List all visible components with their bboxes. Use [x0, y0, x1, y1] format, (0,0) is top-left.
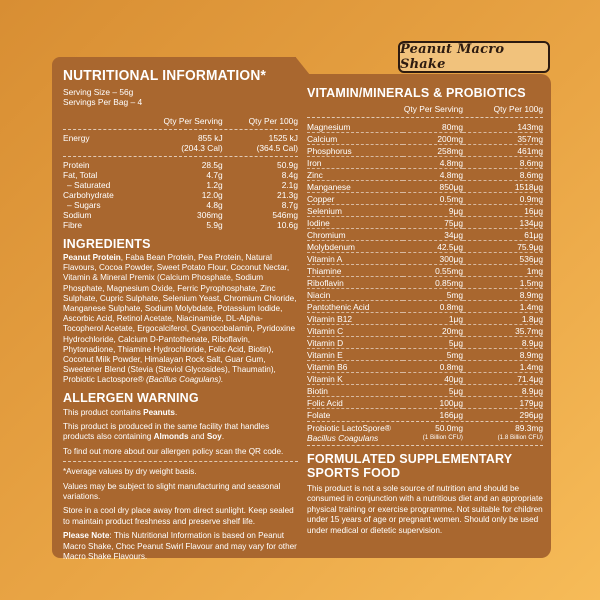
row-label: Calcium: [307, 133, 403, 145]
table-row: [307, 133, 543, 145]
row-serving: 200mg: [403, 133, 463, 145]
row-label: Riboflavin: [307, 277, 403, 289]
row-label: Vitamin B12: [307, 313, 403, 325]
table-row: [307, 313, 543, 325]
table-row: [307, 349, 543, 361]
note-variations: Values may be subject to slight manufacturing and seasonal variations.: [63, 481, 281, 502]
row-label: Vitamin B6: [307, 361, 403, 373]
row-label: Magnesium: [307, 121, 351, 132]
row-per100: 71.4μg: [463, 373, 543, 385]
table-row: [307, 169, 543, 181]
table-row: [307, 325, 543, 337]
row-label: Niacin: [307, 289, 403, 301]
row-per100: 1.8μg: [463, 313, 543, 325]
row-per100: 1.4mg: [463, 361, 543, 373]
row-serving: 1.2g: [206, 180, 223, 190]
row-label: Iron: [307, 157, 403, 169]
table-row: [307, 385, 543, 397]
row-per100: 75.9μg: [463, 241, 543, 253]
allergen-text: and: [188, 432, 207, 442]
row-label: Iodine: [307, 217, 403, 229]
allergen-text: This product contains: [63, 407, 144, 417]
probiotic-cfu-serving: (1 Billion CFU): [422, 434, 463, 441]
table-row: [63, 200, 298, 210]
row-label: Chromium: [307, 229, 403, 241]
vitamins-title: VITAMIN/MINERALS & PROBIOTICS: [307, 86, 526, 100]
row-serving: 4.8mg: [403, 169, 463, 181]
row-per100: 179μg: [463, 397, 543, 409]
table-row: [307, 121, 543, 133]
allergen-soy: Soy: [206, 432, 222, 442]
nutrition-table: [63, 116, 298, 126]
row-label: Fat, Total: [63, 170, 98, 180]
row-per100: 10.6g: [277, 220, 298, 230]
row-label: Vitamin E: [307, 349, 403, 361]
probiotic-label: Probiotic LactoSpore®: [307, 423, 391, 433]
row-per100: 50.9g: [277, 160, 298, 170]
table-row: [63, 190, 298, 200]
nutrition-rows: [63, 160, 298, 230]
allergen-title: ALLERGEN WARNING: [63, 390, 199, 405]
row-serving: 850μg: [403, 181, 463, 193]
row-per100: 8.4g: [281, 170, 298, 180]
allergen-text: .: [174, 407, 178, 417]
col-header-serving: Qty Per Serving: [163, 116, 223, 126]
product-name-badge: [398, 41, 550, 73]
vitamins-header-row: [307, 104, 543, 114]
allergen-almonds: Almonds: [153, 432, 189, 442]
table-row: [307, 181, 543, 193]
table-row: [307, 409, 543, 421]
formulated-title-line2: SPORTS FOOD: [307, 466, 401, 480]
allergen-peanuts: Peanuts: [143, 407, 175, 417]
row-per100: 8.6mg: [463, 169, 543, 181]
formulated-title-line1: FORMULATED SUPPLEMENTARY: [307, 452, 513, 466]
note-label: Please Note: [63, 531, 110, 541]
nutrition-energy: [63, 133, 298, 153]
ingredients-text: [63, 253, 298, 386]
probiotic-cfu-row: [307, 433, 543, 443]
allergen-line3: To find out more about our allergen policy scan the QR code.: [63, 446, 284, 456]
row-serving: 4.8g: [206, 200, 223, 210]
row-per100: 8.6mg: [463, 157, 543, 169]
table-row: [307, 157, 543, 169]
ingredients-title: INGREDIENTS: [63, 237, 151, 251]
product-name: Peanut Macro Shake: [400, 42, 505, 72]
nutrition-header-row: [63, 116, 298, 126]
row-label: – Saturated: [67, 180, 111, 190]
row-serving: 34μg: [403, 229, 463, 241]
table-row: [307, 145, 543, 157]
row-label: Zinc: [307, 169, 403, 181]
row-label: Vitamin D: [307, 337, 403, 349]
row-label: Vitamin K: [307, 373, 403, 385]
table-row: [307, 217, 543, 229]
row-label: Vitamin C: [307, 325, 403, 337]
row-serving: 0.55mg: [403, 265, 463, 277]
ingredients-body: , Faba Bean Protein, Pea Protein, Natural Flavours, Cocoa Powder, Sweet Potato Flour, Coconut Nectar, Vitamin & Mineral Premix (Calcium Phosphate, Sodium Phosphate, Magnesium Oxide, Ferric Pyrophosphate, Zinc Sulphate, Cupric Sulphate, Selenium Yeast, Chromium Chloride, Manganese Sulphate, Sodium Molybdate, Potassium Iodide, Ascorbic Acid, Retinol Acetate, Niacinamide, DL-Alpha-Tocopherol Acetate, Ergocalciferol, Cyanocobalamin, Pyridoxine Hydrochloride, Calcium D-Pantothenate, Riboflavin, Phytonadione, Thiamine Hydrochloride, Folic Acid, Biotin), Coconut Milk Powder, Himalayan Rock Salt, Guar Gum, Sweetener Blend (Stevia (Steviol Glycosides), Thaumatin), Probiotic Lactospore®: [63, 253, 297, 385]
energy-label: Energy: [63, 133, 90, 143]
note-average-values: *Average values by dry weight basis.: [63, 467, 197, 477]
divider: [307, 117, 543, 118]
row-serving: 0.8mg: [403, 361, 463, 373]
note-text: : This Nutritional Information is based on Peanut Macro Shake, Choc Peanut Swirl Flavour and may vary for other Macro Shake Flavours.: [63, 531, 297, 562]
table-row: [307, 193, 543, 205]
row-serving: 40μg: [403, 373, 463, 385]
table-row: [307, 337, 543, 349]
energy-kj-100g: 1525 kJ: [268, 133, 298, 143]
row-per100: 357mg: [463, 133, 543, 145]
table-row: [307, 289, 543, 301]
serving-size: Serving Size – 56g: [63, 87, 134, 97]
row-serving: 28.5g: [201, 160, 223, 170]
row-per100: 8.9mg: [463, 349, 543, 361]
row-per100: 546mg: [272, 210, 298, 220]
row-per100: 143mg: [517, 121, 543, 132]
nutrition-title: NUTRITIONAL INFORMATION*: [63, 68, 267, 84]
table-row: [307, 265, 543, 277]
table-row: [307, 229, 543, 241]
table-row: [307, 205, 543, 217]
row-serving: 0.85mg: [403, 277, 463, 289]
row-label: Folate: [307, 409, 403, 421]
energy-cal-serving: (204.3 Cal): [181, 143, 223, 153]
row-label: Folic Acid: [307, 397, 403, 409]
row-serving: 9μg: [403, 205, 463, 217]
row-serving: 0.5mg: [403, 193, 463, 205]
energy-kj-serving: 855 kJ: [197, 133, 223, 143]
row-serving: 75μg: [403, 217, 463, 229]
col-header-serving: Qty Per Serving: [403, 104, 463, 114]
row-serving: 20mg: [403, 325, 463, 337]
energy-row: [63, 133, 298, 143]
row-serving: 5mg: [403, 289, 463, 301]
row-per100: 8.9μg: [463, 337, 543, 349]
row-label: Molybdenum: [307, 241, 403, 253]
table-row: [307, 253, 543, 265]
row-per100: 8.9mg: [463, 289, 543, 301]
row-per100: 296μg: [463, 409, 543, 421]
row-per100: 1mg: [463, 265, 543, 277]
energy-cal-row: [63, 143, 298, 153]
row-label: Protein: [63, 160, 90, 170]
row-serving: 80mg: [442, 121, 463, 132]
row-label: Fibre: [63, 220, 83, 230]
table-row: [63, 220, 298, 230]
ingredients-lead: Peanut Protein: [63, 253, 121, 262]
row-per100: 21.3g: [277, 190, 298, 200]
divider: [63, 129, 298, 130]
row-label: Vitamin A: [307, 253, 403, 265]
row-serving: 5.9g: [206, 220, 223, 230]
servings-per-bag: Servings Per Bag – 4: [63, 97, 143, 107]
allergen-text: .: [221, 432, 225, 442]
left-column: [63, 68, 298, 567]
table-row: [63, 180, 298, 190]
row-per100: 1.5mg: [463, 277, 543, 289]
row-label: Thiamine: [307, 265, 403, 277]
table-row: [307, 373, 543, 385]
row-serving: 0.8mg: [403, 301, 463, 313]
note-please-note: [63, 531, 298, 562]
row-label: Copper: [307, 193, 403, 205]
row-per100: 35.7mg: [463, 325, 543, 337]
vitamins-header: [307, 104, 543, 114]
right-column: [307, 86, 543, 540]
divider: [307, 445, 543, 446]
table-row: [307, 301, 543, 313]
row-label: Phosphorus: [307, 145, 403, 157]
row-serving: 5mg: [403, 349, 463, 361]
row-serving: 4.8mg: [403, 157, 463, 169]
col-header-100g: Qty Per 100g: [248, 116, 298, 126]
divider: [307, 421, 543, 422]
row-per100: 1.4mg: [463, 301, 543, 313]
row-label: Manganese: [307, 181, 403, 193]
allergen-text: This product is produced in the same facility that handles products also containing: [63, 422, 270, 442]
probiotic-per100: 89.3mg: [515, 423, 543, 433]
table-row: [63, 170, 298, 180]
row-serving: 300μg: [403, 253, 463, 265]
row-per100: 0.9mg: [463, 193, 543, 205]
ingredients-probiotic-species: (Bacillus Coagulans).: [145, 375, 224, 385]
note-storage: Store in a cool dry place away from direct sunlight. Keep sealed to maintain product freshness and preserve shelf life.: [63, 506, 294, 526]
table-row: [307, 277, 543, 289]
divider: [63, 156, 298, 157]
row-label: Pantothenic Acid: [307, 301, 403, 313]
table-row: [63, 210, 298, 220]
col-header-100g: Qty Per 100g: [493, 104, 543, 114]
row-serving: 12.0g: [201, 190, 223, 200]
row-serving: 100μg: [403, 397, 463, 409]
row-per100: 461mg: [463, 145, 543, 157]
row-label: Biotin: [307, 385, 403, 397]
row-label: Selenium: [307, 205, 403, 217]
row-per100: 134μg: [463, 217, 543, 229]
table-row: [307, 241, 543, 253]
row-serving: 4.7g: [206, 170, 223, 180]
row-serving: 5μg: [403, 337, 463, 349]
row-serving: 42.5μg: [403, 241, 463, 253]
table-row: [307, 397, 543, 409]
row-per100: 8.9μg: [463, 385, 543, 397]
row-per100: 16μg: [463, 205, 543, 217]
table-row: [63, 160, 298, 170]
formulated-text: This product is not a sole source of nutrition and should be consumed in conjunction with a nutritious diet and an appropriate physical training or exercise programme. Not suitable for children under 15 years of age or pregnant women. Should only be used under medical or dietetic supervision.: [307, 484, 543, 535]
row-serving: 306mg: [197, 210, 223, 220]
row-serving: 5μg: [403, 385, 463, 397]
row-label: Sodium: [63, 210, 92, 220]
row-per100: 2.1g: [281, 180, 298, 190]
divider: [63, 461, 298, 462]
row-per100: 536μg: [463, 253, 543, 265]
allergen-line2: [63, 422, 298, 443]
probiotic-table: [307, 423, 543, 443]
row-per100: 61μg: [463, 229, 543, 241]
row-serving: 166μg: [403, 409, 463, 421]
vitamins-table: [307, 121, 543, 420]
row-label: – Sugars: [67, 200, 101, 210]
allergen-line1: [63, 408, 298, 418]
energy-cal-100g: (364.5 Cal): [256, 143, 298, 153]
row-label: Carbohydrate: [63, 190, 114, 200]
row-per100: 8.7g: [281, 200, 298, 210]
table-row: [307, 361, 543, 373]
row-serving: 258mg: [403, 145, 463, 157]
row-per100: 1518μg: [463, 181, 543, 193]
row-serving: 1μg: [403, 313, 463, 325]
probiotic-cfu-100g: (1.8 Billion CFU): [497, 434, 543, 441]
probiotic-species: Bacillus Coagulans: [307, 433, 379, 443]
probiotic-serving: 50.0mg: [435, 423, 463, 433]
probiotic-row: [307, 423, 543, 433]
